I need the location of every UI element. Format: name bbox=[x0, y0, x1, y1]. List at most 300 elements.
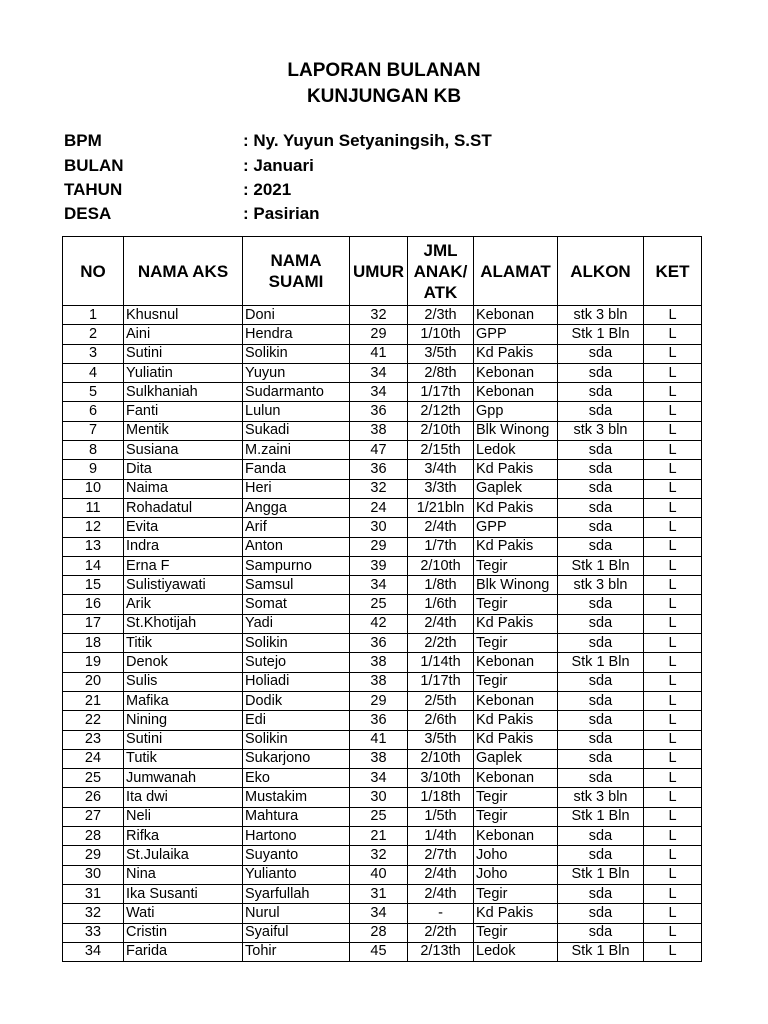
cell-alkon: sda bbox=[558, 518, 644, 537]
cell-alkon: sda bbox=[558, 884, 644, 903]
cell-nama-aks: Cristin bbox=[124, 923, 243, 942]
cell-nama-suami: Mahtura bbox=[243, 807, 350, 826]
cell-jml-anak-atk: 1/21bln bbox=[408, 498, 474, 517]
cell-umur: 28 bbox=[350, 923, 408, 942]
cell-alamat: Kd Pakis bbox=[474, 460, 558, 479]
cell-jml-anak-atk: 1/18th bbox=[408, 788, 474, 807]
table-row bbox=[63, 769, 702, 788]
header-nama-aks: NAMA AKS bbox=[124, 237, 243, 306]
cell-nama-aks: St.Julaika bbox=[124, 846, 243, 865]
cell-nama-suami: Doni bbox=[243, 306, 350, 325]
cell-alkon: sda bbox=[558, 827, 644, 846]
cell-ket: L bbox=[644, 556, 702, 575]
cell-no: 17 bbox=[63, 614, 124, 633]
cell-nama-aks: Arik bbox=[124, 595, 243, 614]
cell-umur: 30 bbox=[350, 788, 408, 807]
cell-alkon: stk 3 bln bbox=[558, 576, 644, 595]
cell-umur: 24 bbox=[350, 498, 408, 517]
cell-nama-aks: Tutik bbox=[124, 749, 243, 768]
table-row bbox=[63, 498, 702, 517]
cell-alamat: Tegir bbox=[474, 807, 558, 826]
header-alamat: ALAMAT bbox=[474, 237, 558, 306]
table-row bbox=[63, 904, 702, 923]
cell-umur: 34 bbox=[350, 769, 408, 788]
cell-no: 23 bbox=[63, 730, 124, 749]
cell-no: 32 bbox=[63, 904, 124, 923]
cell-nama-aks: St.Khotijah bbox=[124, 614, 243, 633]
cell-ket: L bbox=[644, 884, 702, 903]
cell-alamat: Blk Winong bbox=[474, 576, 558, 595]
cell-jml-anak-atk: 2/15th bbox=[408, 441, 474, 460]
cell-ket: L bbox=[644, 730, 702, 749]
cell-alkon: sda bbox=[558, 537, 644, 556]
cell-jml-anak-atk: - bbox=[408, 904, 474, 923]
cell-alamat: Tegir bbox=[474, 788, 558, 807]
cell-nama-aks: Dita bbox=[124, 460, 243, 479]
cell-no: 10 bbox=[63, 479, 124, 498]
cell-umur: 29 bbox=[350, 537, 408, 556]
cell-ket: L bbox=[644, 518, 702, 537]
cell-nama-suami: Sukadi bbox=[243, 421, 350, 440]
table-body bbox=[63, 306, 702, 962]
cell-no: 18 bbox=[63, 634, 124, 653]
cell-ket: L bbox=[644, 479, 702, 498]
cell-nama-aks: Wati bbox=[124, 904, 243, 923]
cell-nama-suami: Tohir bbox=[243, 942, 350, 961]
cell-alkon: sda bbox=[558, 923, 644, 942]
cell-umur: 36 bbox=[350, 634, 408, 653]
cell-ket: L bbox=[644, 383, 702, 402]
cell-nama-suami: Sukarjono bbox=[243, 749, 350, 768]
cell-jml-anak-atk: 2/3th bbox=[408, 306, 474, 325]
cell-alamat: Kebonan bbox=[474, 653, 558, 672]
cell-ket: L bbox=[644, 923, 702, 942]
desa-label: DESA bbox=[64, 204, 112, 223]
cell-ket: L bbox=[644, 363, 702, 382]
cell-no: 21 bbox=[63, 691, 124, 710]
cell-nama-aks: Sulis bbox=[124, 672, 243, 691]
cell-jml-anak-atk: 2/10th bbox=[408, 749, 474, 768]
cell-nama-aks: Sulistiyawati bbox=[124, 576, 243, 595]
cell-nama-aks: Neli bbox=[124, 807, 243, 826]
cell-ket: L bbox=[644, 672, 702, 691]
cell-nama-aks: Evita bbox=[124, 518, 243, 537]
cell-nama-suami: Samsul bbox=[243, 576, 350, 595]
cell-nama-aks: Mafika bbox=[124, 691, 243, 710]
header-jml-line2: ANAK/ bbox=[413, 261, 468, 281]
cell-nama-aks: Jumwanah bbox=[124, 769, 243, 788]
cell-ket: L bbox=[644, 711, 702, 730]
cell-nama-suami: Arif bbox=[243, 518, 350, 537]
cell-umur: 34 bbox=[350, 363, 408, 382]
cell-alkon: sda bbox=[558, 498, 644, 517]
cell-jml-anak-atk: 2/10th bbox=[408, 556, 474, 575]
cell-nama-suami: Edi bbox=[243, 711, 350, 730]
cell-jml-anak-atk: 2/4th bbox=[408, 614, 474, 633]
cell-umur: 38 bbox=[350, 672, 408, 691]
cell-umur: 32 bbox=[350, 846, 408, 865]
report-subtitle: KUNJUNGAN KB bbox=[306, 86, 462, 107]
cell-nama-suami: Solikin bbox=[243, 634, 350, 653]
cell-jml-anak-atk: 2/4th bbox=[408, 884, 474, 903]
cell-alamat: Kd Pakis bbox=[474, 344, 558, 363]
cell-nama-aks: Erna F bbox=[124, 556, 243, 575]
cell-alamat: Tegir bbox=[474, 595, 558, 614]
cell-ket: L bbox=[644, 904, 702, 923]
cell-ket: L bbox=[644, 749, 702, 768]
tahun-value: : 2021 bbox=[243, 180, 292, 199]
cell-nama-aks: Nining bbox=[124, 711, 243, 730]
cell-jml-anak-atk: 2/4th bbox=[408, 865, 474, 884]
cell-alkon: sda bbox=[558, 634, 644, 653]
cell-umur: 32 bbox=[350, 306, 408, 325]
cell-alamat: Tegir bbox=[474, 634, 558, 653]
cell-umur: 25 bbox=[350, 807, 408, 826]
table-row bbox=[63, 730, 702, 749]
table-row bbox=[63, 749, 702, 768]
cell-alkon: Stk 1 Bln bbox=[558, 942, 644, 961]
cell-alamat: Gaplek bbox=[474, 749, 558, 768]
cell-no: 15 bbox=[63, 576, 124, 595]
table-row bbox=[63, 325, 702, 344]
cell-alamat: Tegir bbox=[474, 923, 558, 942]
cell-alamat: Ledok bbox=[474, 942, 558, 961]
cell-nama-aks: Susiana bbox=[124, 441, 243, 460]
cell-ket: L bbox=[644, 942, 702, 961]
cell-nama-suami: Holiadi bbox=[243, 672, 350, 691]
cell-ket: L bbox=[644, 441, 702, 460]
cell-umur: 39 bbox=[350, 556, 408, 575]
cell-nama-aks: Mentik bbox=[124, 421, 243, 440]
cell-nama-aks: Khusnul bbox=[124, 306, 243, 325]
cell-alkon: Stk 1 Bln bbox=[558, 865, 644, 884]
cell-no: 30 bbox=[63, 865, 124, 884]
cell-nama-suami: Nurul bbox=[243, 904, 350, 923]
cell-alamat: Joho bbox=[474, 865, 558, 884]
cell-umur: 40 bbox=[350, 865, 408, 884]
cell-umur: 32 bbox=[350, 479, 408, 498]
visit-report-table bbox=[62, 236, 702, 962]
cell-no: 13 bbox=[63, 537, 124, 556]
cell-umur: 29 bbox=[350, 691, 408, 710]
cell-alkon: sda bbox=[558, 363, 644, 382]
table-row bbox=[63, 556, 702, 575]
cell-ket: L bbox=[644, 576, 702, 595]
cell-nama-suami: Angga bbox=[243, 498, 350, 517]
table-header-row bbox=[63, 237, 702, 306]
cell-ket: L bbox=[644, 498, 702, 517]
table-row bbox=[63, 576, 702, 595]
cell-no: 34 bbox=[63, 942, 124, 961]
cell-jml-anak-atk: 1/6th bbox=[408, 595, 474, 614]
cell-umur: 21 bbox=[350, 827, 408, 846]
cell-jml-anak-atk: 3/3th bbox=[408, 479, 474, 498]
table-row bbox=[63, 788, 702, 807]
cell-no: 16 bbox=[63, 595, 124, 614]
cell-umur: 34 bbox=[350, 383, 408, 402]
cell-nama-aks: Nina bbox=[124, 865, 243, 884]
cell-umur: 36 bbox=[350, 711, 408, 730]
cell-jml-anak-atk: 2/5th bbox=[408, 691, 474, 710]
cell-alkon: sda bbox=[558, 344, 644, 363]
desa-value: : Pasirian bbox=[243, 204, 320, 223]
cell-ket: L bbox=[644, 325, 702, 344]
cell-nama-aks: Titik bbox=[124, 634, 243, 653]
table-row bbox=[63, 363, 702, 382]
table-row bbox=[63, 672, 702, 691]
cell-umur: 41 bbox=[350, 344, 408, 363]
cell-alkon: sda bbox=[558, 441, 644, 460]
cell-jml-anak-atk: 2/12th bbox=[408, 402, 474, 421]
cell-nama-suami: M.zaini bbox=[243, 441, 350, 460]
cell-nama-suami: Syarfullah bbox=[243, 884, 350, 903]
cell-umur: 34 bbox=[350, 576, 408, 595]
header-jml-line1: JML bbox=[423, 240, 458, 260]
cell-no: 31 bbox=[63, 884, 124, 903]
cell-nama-suami: Suyanto bbox=[243, 846, 350, 865]
cell-nama-suami: Sudarmanto bbox=[243, 383, 350, 402]
table-row bbox=[63, 711, 702, 730]
cell-ket: L bbox=[644, 537, 702, 556]
cell-alkon: sda bbox=[558, 672, 644, 691]
cell-nama-suami: Heri bbox=[243, 479, 350, 498]
table-row bbox=[63, 846, 702, 865]
cell-jml-anak-atk: 1/5th bbox=[408, 807, 474, 826]
report-title: LAPORAN BULANAN bbox=[287, 60, 481, 81]
cell-jml-anak-atk: 3/10th bbox=[408, 769, 474, 788]
cell-umur: 38 bbox=[350, 653, 408, 672]
cell-nama-suami: Sampurno bbox=[243, 556, 350, 575]
cell-alamat: Kd Pakis bbox=[474, 614, 558, 633]
cell-ket: L bbox=[644, 691, 702, 710]
cell-umur: 34 bbox=[350, 904, 408, 923]
cell-no: 20 bbox=[63, 672, 124, 691]
table-row bbox=[63, 441, 702, 460]
cell-umur: 30 bbox=[350, 518, 408, 537]
cell-nama-suami: Yulianto bbox=[243, 865, 350, 884]
cell-alkon: Stk 1 Bln bbox=[558, 556, 644, 575]
cell-no: 29 bbox=[63, 846, 124, 865]
cell-alkon: sda bbox=[558, 460, 644, 479]
cell-nama-aks: Ika Susanti bbox=[124, 884, 243, 903]
cell-alkon: sda bbox=[558, 595, 644, 614]
bpm-label: BPM bbox=[64, 131, 102, 150]
cell-umur: 31 bbox=[350, 884, 408, 903]
cell-no: 4 bbox=[63, 363, 124, 382]
cell-no: 7 bbox=[63, 421, 124, 440]
cell-no: 14 bbox=[63, 556, 124, 575]
cell-alkon: sda bbox=[558, 730, 644, 749]
cell-alkon: sda bbox=[558, 904, 644, 923]
table-row bbox=[63, 344, 702, 363]
cell-alamat: Joho bbox=[474, 846, 558, 865]
cell-jml-anak-atk: 2/8th bbox=[408, 363, 474, 382]
cell-alkon: Stk 1 Bln bbox=[558, 325, 644, 344]
cell-ket: L bbox=[644, 788, 702, 807]
cell-jml-anak-atk: 1/14th bbox=[408, 653, 474, 672]
cell-nama-aks: Denok bbox=[124, 653, 243, 672]
cell-alkon: Stk 1 Bln bbox=[558, 653, 644, 672]
cell-alkon: sda bbox=[558, 614, 644, 633]
cell-ket: L bbox=[644, 846, 702, 865]
cell-umur: 25 bbox=[350, 595, 408, 614]
table-row bbox=[63, 460, 702, 479]
cell-alkon: sda bbox=[558, 769, 644, 788]
cell-nama-suami: Hendra bbox=[243, 325, 350, 344]
table-row bbox=[63, 865, 702, 884]
cell-nama-suami: Lulun bbox=[243, 402, 350, 421]
table-row bbox=[63, 653, 702, 672]
cell-nama-suami: Anton bbox=[243, 537, 350, 556]
cell-no: 3 bbox=[63, 344, 124, 363]
cell-nama-suami: Solikin bbox=[243, 730, 350, 749]
header-jml-line3: ATK bbox=[423, 282, 458, 302]
cell-jml-anak-atk: 3/5th bbox=[408, 730, 474, 749]
cell-alamat: Kd Pakis bbox=[474, 537, 558, 556]
cell-no: 11 bbox=[63, 498, 124, 517]
cell-no: 6 bbox=[63, 402, 124, 421]
cell-alkon: sda bbox=[558, 691, 644, 710]
cell-no: 26 bbox=[63, 788, 124, 807]
cell-ket: L bbox=[644, 595, 702, 614]
cell-nama-aks: Sulkhaniah bbox=[124, 383, 243, 402]
table-row bbox=[63, 595, 702, 614]
cell-no: 1 bbox=[63, 306, 124, 325]
cell-alamat: GPP bbox=[474, 325, 558, 344]
cell-nama-aks: Sutini bbox=[124, 730, 243, 749]
cell-jml-anak-atk: 2/2th bbox=[408, 634, 474, 653]
cell-alamat: Tegir bbox=[474, 672, 558, 691]
cell-nama-suami: Hartono bbox=[243, 827, 350, 846]
bulan-value: : Januari bbox=[243, 156, 314, 175]
cell-ket: L bbox=[644, 769, 702, 788]
cell-ket: L bbox=[644, 827, 702, 846]
cell-nama-suami: Yadi bbox=[243, 614, 350, 633]
cell-alkon: Stk 1 Bln bbox=[558, 807, 644, 826]
header-jml-anak-atk bbox=[408, 237, 474, 306]
cell-jml-anak-atk: 2/7th bbox=[408, 846, 474, 865]
cell-jml-anak-atk: 1/17th bbox=[408, 672, 474, 691]
cell-jml-anak-atk: 3/4th bbox=[408, 460, 474, 479]
cell-nama-aks: Aini bbox=[124, 325, 243, 344]
header-nama-suami-line1: NAMA bbox=[270, 251, 322, 270]
cell-umur: 36 bbox=[350, 460, 408, 479]
header-nama-suami bbox=[243, 237, 350, 306]
cell-alamat: Gaplek bbox=[474, 479, 558, 498]
table-row bbox=[63, 614, 702, 633]
cell-jml-anak-atk: 1/8th bbox=[408, 576, 474, 595]
cell-jml-anak-atk: 2/2th bbox=[408, 923, 474, 942]
cell-no: 5 bbox=[63, 383, 124, 402]
cell-alamat: Kd Pakis bbox=[474, 904, 558, 923]
cell-alamat: Gpp bbox=[474, 402, 558, 421]
cell-umur: 38 bbox=[350, 421, 408, 440]
cell-umur: 47 bbox=[350, 441, 408, 460]
cell-umur: 38 bbox=[350, 749, 408, 768]
cell-alamat: Ledok bbox=[474, 441, 558, 460]
cell-umur: 42 bbox=[350, 614, 408, 633]
cell-alkon: sda bbox=[558, 383, 644, 402]
cell-ket: L bbox=[644, 402, 702, 421]
cell-jml-anak-atk: 1/7th bbox=[408, 537, 474, 556]
cell-jml-anak-atk: 1/10th bbox=[408, 325, 474, 344]
table-row bbox=[63, 402, 702, 421]
cell-alkon: sda bbox=[558, 749, 644, 768]
cell-alkon: sda bbox=[558, 479, 644, 498]
cell-alamat: Kebonan bbox=[474, 306, 558, 325]
cell-nama-suami: Syaiful bbox=[243, 923, 350, 942]
table-row bbox=[63, 306, 702, 325]
cell-alamat: Kebonan bbox=[474, 769, 558, 788]
table-row bbox=[63, 537, 702, 556]
header-ket: KET bbox=[644, 237, 702, 306]
cell-no: 12 bbox=[63, 518, 124, 537]
table-row bbox=[63, 923, 702, 942]
cell-alkon: stk 3 bln bbox=[558, 788, 644, 807]
cell-nama-aks: Indra bbox=[124, 537, 243, 556]
table-row bbox=[63, 827, 702, 846]
table-row bbox=[63, 421, 702, 440]
cell-nama-suami: Somat bbox=[243, 595, 350, 614]
table-row bbox=[63, 518, 702, 537]
cell-ket: L bbox=[644, 807, 702, 826]
cell-nama-suami: Fanda bbox=[243, 460, 350, 479]
cell-nama-suami: Solikin bbox=[243, 344, 350, 363]
cell-ket: L bbox=[644, 344, 702, 363]
cell-alkon: stk 3 bln bbox=[558, 306, 644, 325]
cell-jml-anak-atk: 2/4th bbox=[408, 518, 474, 537]
cell-umur: 29 bbox=[350, 325, 408, 344]
header-no: NO bbox=[63, 237, 124, 306]
cell-alamat: Kd Pakis bbox=[474, 498, 558, 517]
table-row bbox=[63, 383, 702, 402]
cell-alkon: sda bbox=[558, 846, 644, 865]
cell-no: 8 bbox=[63, 441, 124, 460]
cell-alamat: Kd Pakis bbox=[474, 711, 558, 730]
cell-ket: L bbox=[644, 306, 702, 325]
cell-ket: L bbox=[644, 460, 702, 479]
cell-nama-aks: Rifka bbox=[124, 827, 243, 846]
cell-alamat: GPP bbox=[474, 518, 558, 537]
cell-ket: L bbox=[644, 653, 702, 672]
table-row bbox=[63, 884, 702, 903]
header-alkon: ALKON bbox=[558, 237, 644, 306]
table-row bbox=[63, 479, 702, 498]
cell-alamat: Kd Pakis bbox=[474, 730, 558, 749]
cell-nama-suami: Dodik bbox=[243, 691, 350, 710]
cell-no: 9 bbox=[63, 460, 124, 479]
cell-no: 33 bbox=[63, 923, 124, 942]
cell-alamat: Tegir bbox=[474, 884, 558, 903]
cell-no: 25 bbox=[63, 769, 124, 788]
table-row bbox=[63, 942, 702, 961]
cell-jml-anak-atk: 2/13th bbox=[408, 942, 474, 961]
cell-nama-suami: Eko bbox=[243, 769, 350, 788]
cell-alamat: Kebonan bbox=[474, 383, 558, 402]
cell-nama-aks: Naima bbox=[124, 479, 243, 498]
cell-nama-aks: Fanti bbox=[124, 402, 243, 421]
cell-no: 27 bbox=[63, 807, 124, 826]
cell-nama-aks: Yuliatin bbox=[124, 363, 243, 382]
cell-nama-aks: Rohadatul bbox=[124, 498, 243, 517]
cell-umur: 41 bbox=[350, 730, 408, 749]
cell-ket: L bbox=[644, 421, 702, 440]
cell-nama-aks: Farida bbox=[124, 942, 243, 961]
bulan-label: BULAN bbox=[64, 156, 124, 175]
cell-no: 24 bbox=[63, 749, 124, 768]
cell-jml-anak-atk: 2/10th bbox=[408, 421, 474, 440]
cell-no: 22 bbox=[63, 711, 124, 730]
